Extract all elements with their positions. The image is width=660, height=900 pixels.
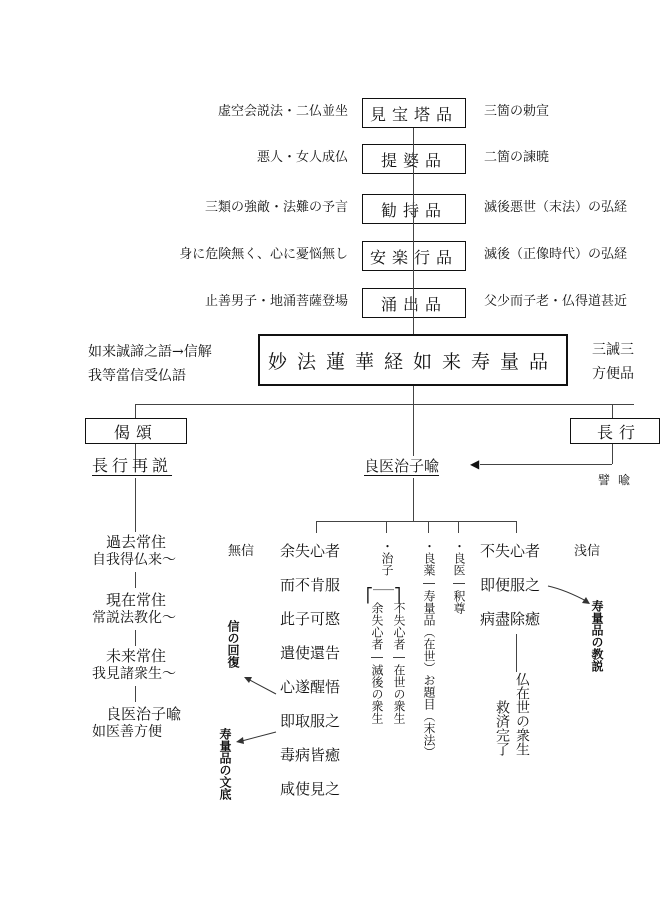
chapter-left-note: 身に危険無く、心に憂悩無し <box>179 247 348 262</box>
arrow-head-kyosetsu <box>582 597 590 604</box>
chapter-name: 安楽行品 <box>369 247 458 267</box>
chapter-left-note: 悪人・女人成仏 <box>256 150 348 165</box>
left-sutra-line: 此子可愍 <box>280 610 341 628</box>
right-note-2: 救済完了 <box>494 700 510 756</box>
chapter-left-note: 止善男子・地涌菩薩登場 <box>204 294 348 309</box>
arrow-shin-kaifuku <box>246 678 276 694</box>
shin-kaifuku: 信の回復 <box>226 620 240 668</box>
saisetsu-item-title: 未来常住 <box>106 647 167 665</box>
chapter-name: 勧持品 <box>380 200 447 220</box>
geju-label: 偈頌 <box>113 422 158 442</box>
saisetsu-item-quote: 常説法教化〜 <box>92 610 176 626</box>
right-note-1: 仏在世の衆生 <box>514 672 530 756</box>
arrow-kyosetsu <box>548 586 588 602</box>
main-left-line1: 如来誠諦之語→信解 <box>88 344 212 360</box>
saisetsu-item-title: 過去常住 <box>106 533 167 551</box>
left-sutra-line: 而不肯服 <box>280 576 341 594</box>
chapter-left-note: 虚空会説法・二仏並坐 <box>217 104 348 119</box>
chogyo-label: 長行 <box>597 422 642 442</box>
arrow-bunte <box>238 732 276 742</box>
senshin-label: 浅信 <box>574 544 601 559</box>
chapter-right-note: 二箇の諫暁 <box>484 150 550 165</box>
v2-text: ・良薬―寿量品（在世）お題目（末法） <box>422 540 436 758</box>
right-sutra-line: 即便服之 <box>480 576 541 594</box>
left-sutra-line: 余失心者 <box>280 542 341 560</box>
chapter-right-note: 滅後悪世（末法）の弘経 <box>484 200 628 215</box>
left-sutra-line: 即取服之 <box>280 712 341 730</box>
main-right-line1: 三誡三 <box>592 342 634 358</box>
kyosetsu-label: 寿量品の教説 <box>590 600 604 672</box>
arrow-head-bunte <box>236 737 244 744</box>
saisetsu-item-title: 良医治子喩 <box>106 705 182 723</box>
saisetsu-item-quote: 自我得仏来〜 <box>92 552 176 568</box>
chapter-left-note: 三類の強敵・法難の予言 <box>204 200 348 215</box>
chapter-right-note: 三箇の勅宣 <box>484 104 550 119</box>
left-sutra-line: 毒病皆癒 <box>280 746 341 764</box>
left-sutra-line: 心遂醒悟 <box>280 678 341 696</box>
chogyo-saisetsu-title: 長行再説 <box>92 456 173 475</box>
chapter-name: 見宝塔品 <box>369 104 458 124</box>
bunte-label: 寿量品の文底 <box>218 728 232 800</box>
v3-text: ・良医―釈尊 <box>452 540 466 614</box>
hiyu-arrow-icon: ◀ <box>470 457 480 471</box>
v1-left: 余失心者―滅後の衆生 <box>370 602 384 724</box>
main-title: 妙法蓮華経如来寿量品 <box>267 350 558 373</box>
right-sutra-line: 不失心者 <box>480 542 541 560</box>
v1-title: ・治子 <box>380 540 394 576</box>
saisetsu-item-quote: 我見諸衆生〜 <box>92 666 176 682</box>
chapter-name: 提婆品 <box>380 150 447 170</box>
parable-title: 良医治子喩 <box>364 457 440 475</box>
saisetsu-item-quote: 如医善方便 <box>92 724 162 740</box>
v1-right: 不失心者―在世の衆生 <box>392 602 406 724</box>
chapter-name: 涌出品 <box>380 294 447 314</box>
left-sutra-line: 遣使還告 <box>280 644 341 662</box>
chapter-right-note: 滅後（正像時代）の弘経 <box>484 247 628 262</box>
right-sutra-line: 病盡除癒 <box>480 610 541 628</box>
mushin-label: 無信 <box>228 544 255 559</box>
main-right-line2: 方便品 <box>592 366 634 382</box>
saisetsu-item-title: 現在常住 <box>106 591 167 609</box>
v1-brace: ⎡‾‾‾⎤ <box>366 588 401 604</box>
chapter-right-note: 父少而子老・仏得道甚近 <box>484 294 628 309</box>
left-sutra-line: 咸使見之 <box>280 780 341 798</box>
main-left-line2: 我等當信受仏語 <box>88 368 186 384</box>
hiyu-label: 譬喩 <box>598 473 639 487</box>
